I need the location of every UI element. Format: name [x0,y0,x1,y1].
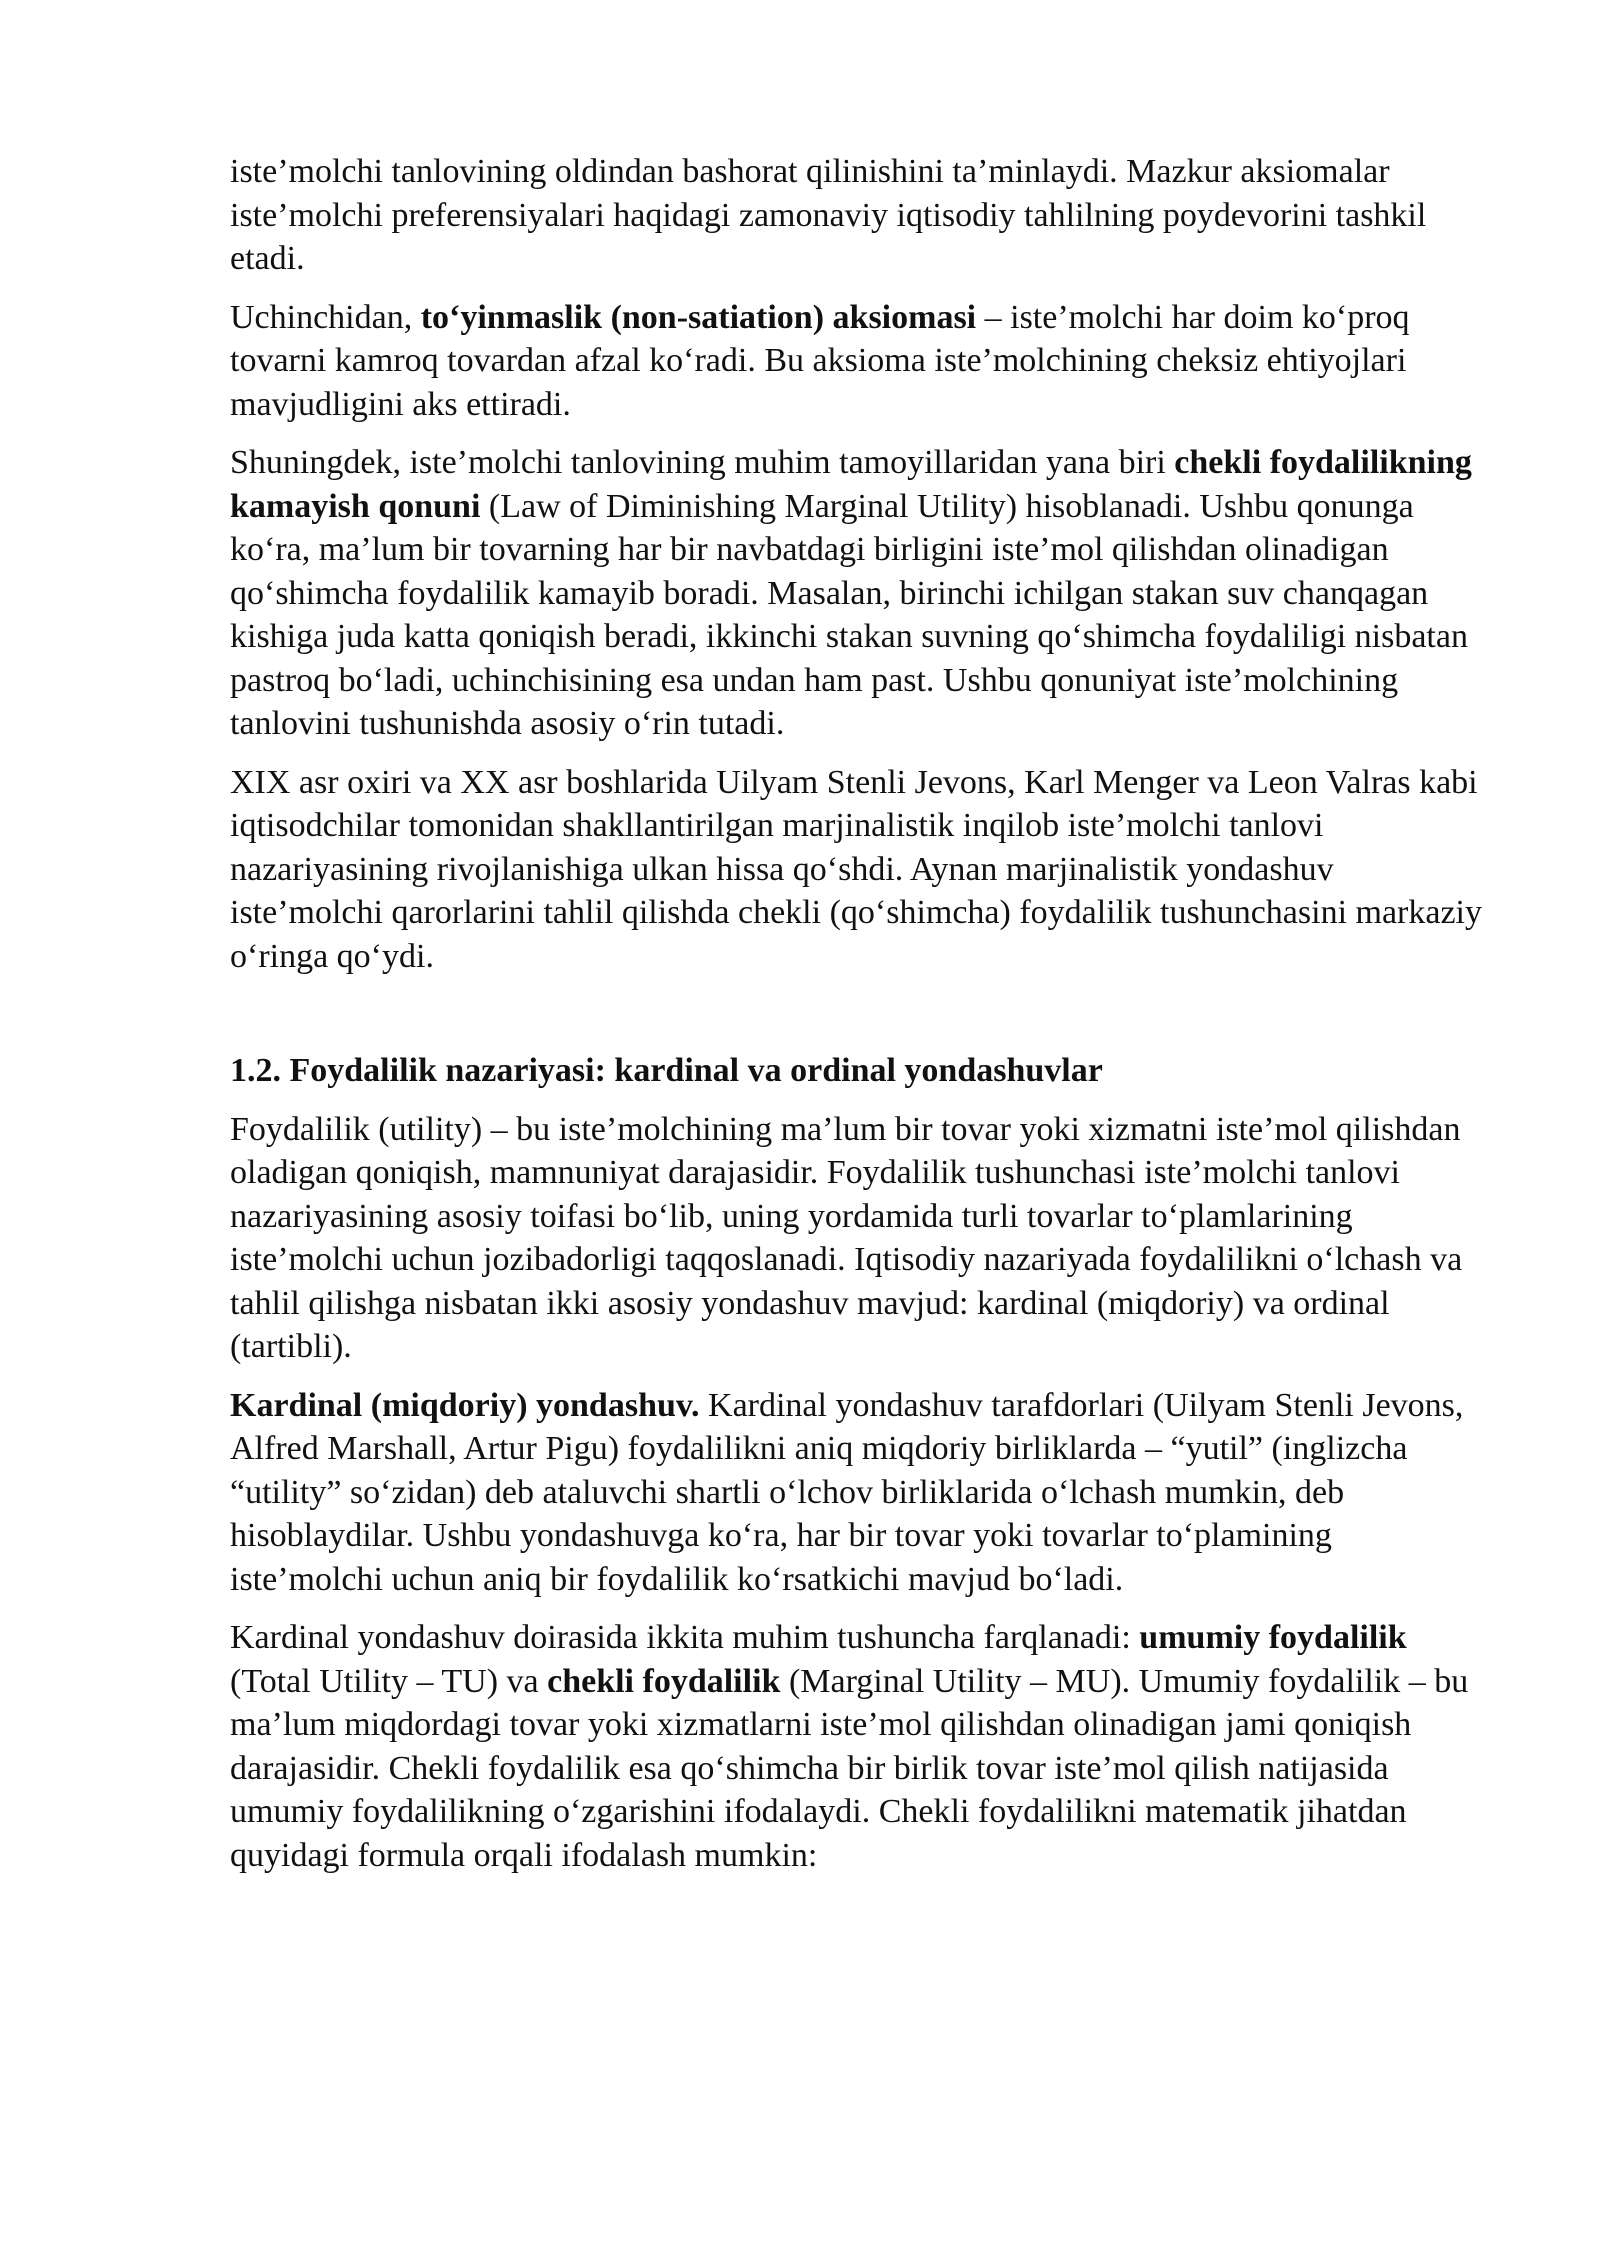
paragraph-3-text-1: Shuningdek, iste’molchi tanlovining muhim tamoyillaridan yana biri [230,444,1175,481]
paragraph-2-text-1: Uchinchidan, [230,298,421,336]
document-page [230,150,1490,1892]
paragraph-2 [230,296,1490,427]
paragraph-2-text-2: – iste’molchi har doim ko‘proq tovarni kamroq tovardan afzal ko‘radi. Bu aksioma iste’molchining cheksiz ehtiyojlari mavjudligini aks ettiradi. [230,298,1410,423]
paragraph-7-text-3: (Marginal Utility – MU). Umumiy foydalilik – bu ma’lum miqdordagi tovar yoki xizmatlarni iste’mol qilishdan olinadigan jami qoniqish darajasidir. Chekli foydalilik esa qo‘shimcha bir birlik tovar iste’mol qilish natijasida umumiy foydalilikning o‘zgarishini ifodalaydi. Chekli foydalilikni matematik jihatdan quyidagi formula orqali ifodalash mumkin: [230,1662,1469,1874]
paragraph-7-bold-term-2: chekli foydalilik [547,1662,781,1700]
paragraph-1-text: iste’molchi tanlovining oldindan bashorat qilinishini ta’minlaydi. Mazkur aksiomalar iste’molchi preferensiyalari haqidagi zamonaviy iqtisodiy tahlilning poydevorini tashkil etadi. [230,153,1427,277]
section-heading: 1.2. Foydalilik nazariyasi: kardinal va ordinal yondashuvlar [230,1052,1103,1089]
paragraph-5-text: Foydalilik (utility) – bu iste’molchining ma’lum bir tovar yoki xizmatni iste’mol qilishdan oladigan qoniqish, mamnuniyat darajasidir. Foydalilik tushunchasi iste’molchi tanlovi nazariyasining asosiy toifasi bo‘lib, uning yordamida turli tovarlar to‘plamlarining iste’molchi uchun jozibadorligi taqqoslanadi. Iqtisodiy nazariyada foydalilikni o‘lchash va tahlil qilishga nisbatan ikki asosiy yondashuv mavjud: kardinal (miqdoriy) va ordinal (tartibli). [230,1110,1463,1365]
paragraph-6-bold-term: Kardinal (miqdoriy) yondashuv. [230,1386,700,1424]
paragraph-7-text-2: (Total Utility – TU) va [230,1662,548,1700]
paragraph-6 [230,1384,1490,1602]
paragraph-3-text-2: (Law of Diminishing Marginal Utility) hisoblanadi. Ushbu qonunga ko‘ra, ma’lum bir tovarning har bir navbatdagi birligini iste’mol qilishdan olinadigan qo‘shimcha foydalilik kamayib boradi. Masalan, birinchi ichilgan stakan suv chanqagan kishiga juda katta qoniqish beradi, ikkinchi stakan suvning qo‘shimcha foydaliligi nisbatan pastroq bo‘ladi, uchinchisining esa undan ham past. Ushbu qonuniyat iste’molchining tanlovini tushunishda asosiy o‘rin tutadi. [230,487,1468,742]
paragraph-7-text-1: Kardinal yondashuv doirasida ikkita muhim tushuncha farqlanadi: [230,1619,1140,1656]
paragraph-7 [230,1616,1490,1877]
paragraph-2-bold-term: to‘yinmaslik (non-satiation) aksiomasi [420,298,977,336]
paragraph-3 [230,441,1490,746]
paragraph-3-bold-term: chekli foydalilikning kamayish qonuni [230,444,1472,525]
paragraph-1 [230,150,1490,281]
paragraph-6-text: Kardinal yondashuv tarafdorlari (Uilyam Stenli Jevons, Alfred Marshall, Artur Pigu) foydalilikni aniq miqdoriy birliklarda – “yutil” (inglizcha “utility” so‘zidan) deb ataluvchi shartli o‘lchov birliklarida o‘lchash mumkin, deb hisoblaydilar. Ushbu yondashuvga ko‘ra, har bir tovar yoki tovarlar to‘plamining iste’molchi uchun aniq bir foydalilik ko‘rsatkichi mavjud bo‘ladi. [230,1386,1464,1598]
paragraph-4 [230,761,1490,979]
paragraph-5 [230,1108,1490,1369]
paragraph-7-bold-term-1: umumiy foydalilik [1139,1619,1407,1656]
paragraph-4-text: XIX asr oxiri va XX asr boshlarida Uilyam Stenli Jevons, Karl Menger va Leon Valras kabi iqtisodchilar tomonidan shakllantirilgan marjinalistik inqilob iste’molchi tanlovi nazariyasining rivojlanishiga ulkan hissa qo‘shdi. Aynan marjinalistik yondashuv iste’molchi qarorlarini tahlil qilishda chekli (qo‘shimcha) foydalilik tushunchasini markaziy o‘ringa qo‘ydi. [230,763,1483,975]
